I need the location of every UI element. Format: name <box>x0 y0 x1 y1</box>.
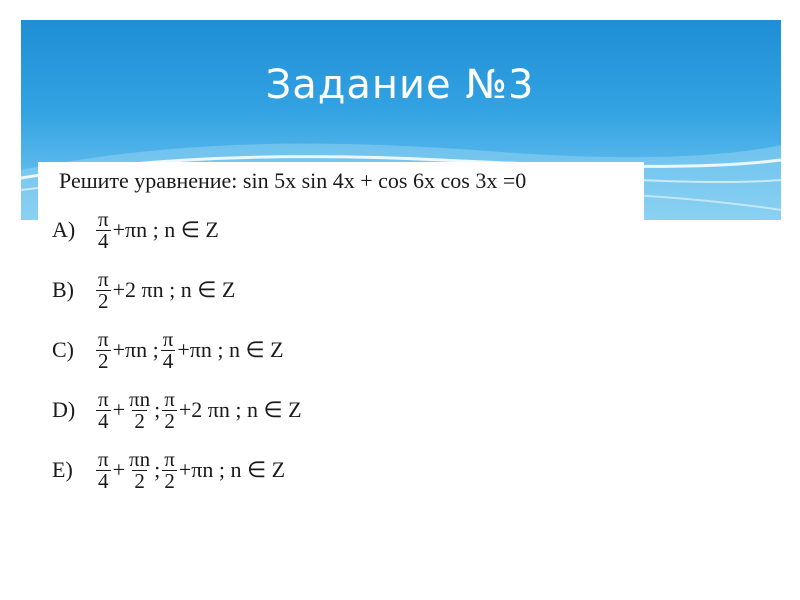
separator: ; <box>154 457 161 482</box>
fraction <box>162 386 177 433</box>
fraction <box>96 266 111 313</box>
fraction-denominator: 2 <box>164 468 175 493</box>
plus-sign: + <box>112 397 126 422</box>
fraction-denominator: 2 <box>98 348 109 373</box>
problem-prompt: Решите уравнение: sin 5x sin 4x + cos 6x cos 3x =0 <box>59 168 527 193</box>
option-tail: +πn ; n ∈ Z <box>112 217 219 242</box>
fraction-denominator: 4 <box>98 408 109 433</box>
fraction-numerator: π <box>98 266 109 291</box>
option-e <box>52 446 285 494</box>
fraction <box>127 446 152 493</box>
fraction-numerator: π <box>98 326 109 351</box>
separator: ; <box>154 397 161 422</box>
fraction <box>162 446 177 493</box>
fraction-denominator: 4 <box>162 348 174 373</box>
fraction-numerator: π <box>98 206 109 231</box>
option-letter: C) <box>52 337 74 362</box>
fraction-denominator: 2 <box>164 408 175 433</box>
fraction-denominator: 2 <box>134 468 145 493</box>
fraction-numerator: π <box>164 446 175 471</box>
fraction <box>96 326 111 373</box>
fraction <box>161 326 176 373</box>
fraction-numerator: πn <box>129 446 151 471</box>
fraction-numerator: π <box>164 386 175 411</box>
option-b <box>52 266 235 314</box>
option-a <box>52 206 219 254</box>
problem-image <box>38 162 644 502</box>
slide-title: Задание №3 <box>265 62 535 108</box>
fraction-denominator: 2 <box>134 408 145 433</box>
fraction <box>127 386 152 433</box>
option-letter: E) <box>52 457 73 482</box>
plus-sign: + <box>112 457 126 482</box>
option-c <box>52 326 284 374</box>
fraction-denominator: 4 <box>98 468 109 493</box>
option-tail: +πn ; n ∈ Z <box>178 457 286 482</box>
fraction-denominator: 4 <box>98 228 109 253</box>
option-mid: +πn ; <box>112 337 159 362</box>
fraction <box>96 386 111 433</box>
fraction-numerator: π <box>162 326 174 351</box>
fraction <box>96 446 111 493</box>
fraction-numerator: πn <box>129 386 151 411</box>
fraction-denominator: 2 <box>98 288 109 313</box>
fraction-numerator: π <box>98 386 109 411</box>
option-tail: +2 πn ; n ∈ Z <box>112 277 236 302</box>
option-letter: B) <box>52 277 74 302</box>
option-letter: A) <box>52 217 76 242</box>
option-d <box>52 386 302 434</box>
option-tail: +2 πn ; n ∈ Z <box>178 397 302 422</box>
option-letter: D) <box>52 397 76 422</box>
fraction-numerator: π <box>98 446 109 471</box>
option-tail: +πn ; n ∈ Z <box>177 337 284 362</box>
fraction <box>96 206 111 253</box>
